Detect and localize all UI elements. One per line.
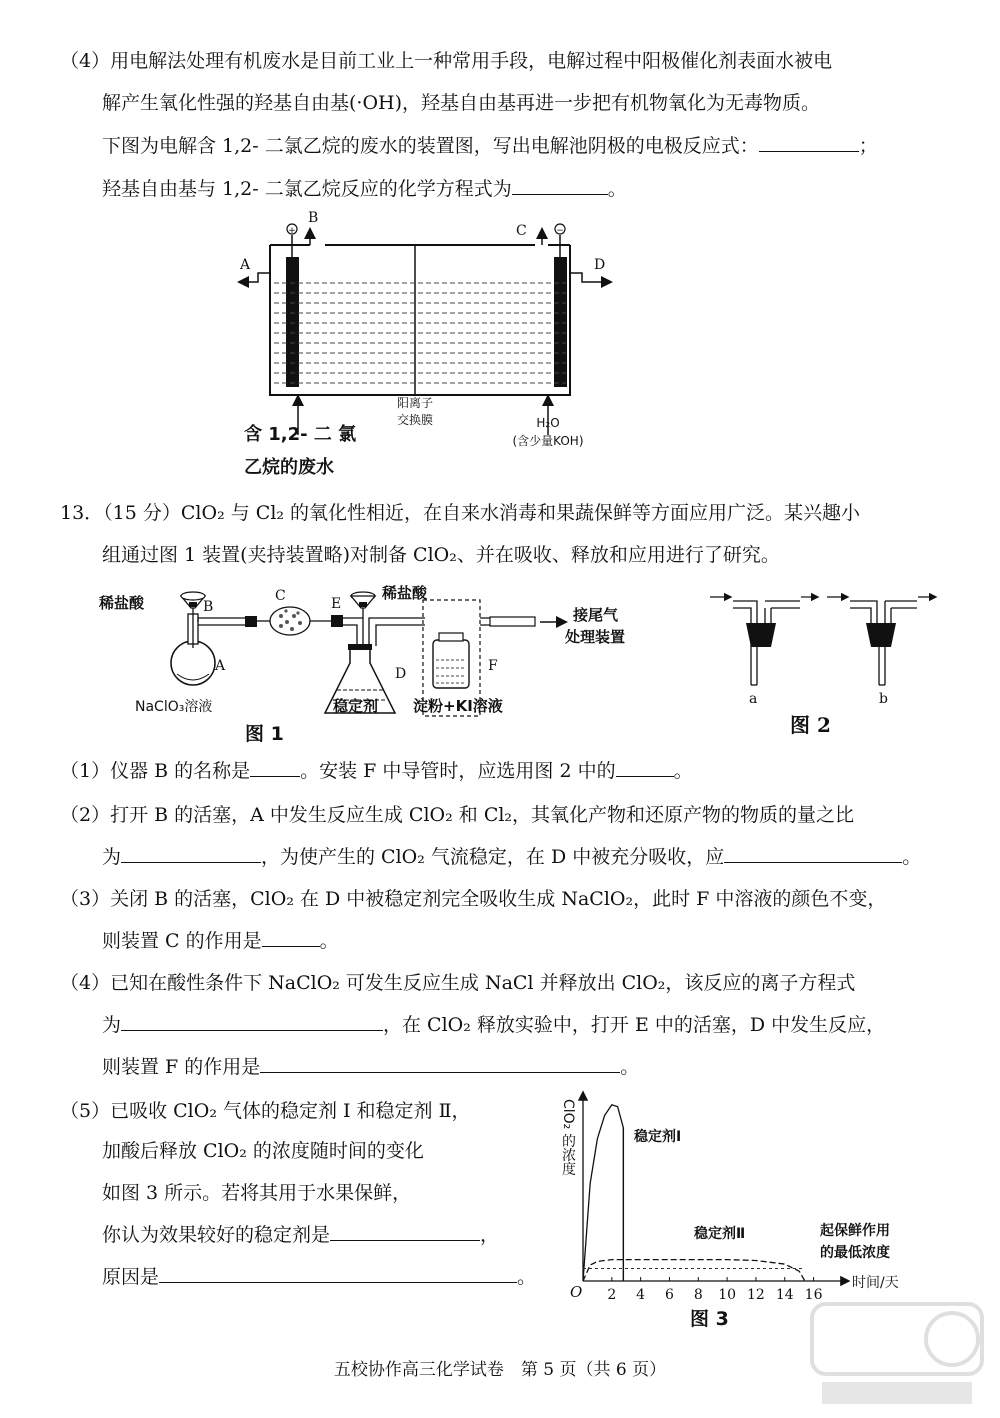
sub5-line1: （5）已吸收 ClO₂ 气体的稳定剂 Ⅰ 和稳定剂 Ⅱ， <box>60 1100 471 1122</box>
svg-text:B: B <box>203 599 214 615</box>
series-line-1 <box>583 1105 623 1281</box>
drying-tube-c <box>270 607 310 635</box>
svg-text:H₂O: H₂O <box>536 416 560 430</box>
tube-a <box>710 597 817 707</box>
sub4-line2: 为 ，在 ClO₂ 释放实验中，打开 E 中的活塞，D 中发生反应， <box>102 1014 886 1036</box>
x-tick-label: 12 <box>747 1287 765 1303</box>
sub5-line3: 如图 3 所示。若将其用于水果保鲜， <box>102 1182 412 1204</box>
svg-text:NaClO₃溶液: NaClO₃溶液 <box>135 699 213 715</box>
series-label-1: 稳定剂Ⅰ <box>634 1129 682 1145</box>
svg-text:b: b <box>879 691 888 707</box>
reference-label-1: 起保鲜作用 <box>820 1223 890 1239</box>
q4-line1: （4）用电解法处理有机废水是目前工业上一种常用手段，电解过程中阳极催化剂表面水被电 <box>60 50 833 72</box>
svg-text:稀盐酸: 稀盐酸 <box>99 594 145 612</box>
answer-blank[interactable] <box>330 1222 480 1241</box>
svg-text:处理装置: 处理装置 <box>565 628 626 646</box>
q4-line2: 解产生氧化性强的羟基自由基(·OH)，羟基自由基再进一步把有机物氧化为无毒物质。 <box>102 92 821 114</box>
x-tick-label: 16 <box>804 1287 823 1303</box>
svg-text:A: A <box>240 257 251 273</box>
svg-text:图 1: 图 1 <box>245 723 284 745</box>
sub3-line1: （3）关闭 B 的活塞，ClO₂ 在 D 中被稳定剂完全吸收生成 NaClO₂，此时 F 中溶液的颜色不变， <box>60 888 887 910</box>
x-tick-label: 10 <box>718 1287 737 1303</box>
q4-line3: 下图为电解含 1,2- 二氯乙烷的废水的装置图，写出电解池阴极的电极反应式： ； <box>102 135 878 157</box>
svg-text:阳离子: 阳离子 <box>396 396 434 410</box>
answer-blank[interactable] <box>724 844 902 863</box>
x-tick-label: 2 <box>607 1287 617 1303</box>
sub4-line1: （4）已知在酸性条件下 NaClO₂ 可发生反应生成 NaCl 并释放出 ClO₂，该反应的离子方程式 <box>60 972 856 994</box>
svg-text:D: D <box>395 666 407 682</box>
sub5-line5: 原因是 。 <box>102 1266 537 1288</box>
svg-text:+: + <box>288 226 296 236</box>
series-label-2: 稳定剂Ⅱ <box>694 1226 746 1242</box>
svg-text:−: − <box>556 226 564 236</box>
answer-blank[interactable] <box>616 758 674 777</box>
figure2-caption: 图 2 <box>790 713 831 737</box>
svg-text:淀粉+KI溶液: 淀粉+KI溶液 <box>413 697 503 715</box>
x-tick-label: 6 <box>665 1287 674 1303</box>
page-footer: 五校协作高三化学试卷 第 5 页（共 6 页） <box>333 1360 667 1380</box>
svg-text:B: B <box>308 210 319 226</box>
answer-blank[interactable] <box>121 1012 383 1031</box>
svg-text:(含少量KOH): (含少量KOH) <box>512 434 584 448</box>
svg-text:a: a <box>749 691 758 707</box>
answer-blank[interactable] <box>121 844 261 863</box>
svg-text:A: A <box>215 658 226 674</box>
x-tick-label: 8 <box>693 1287 703 1303</box>
x-axis-label: 时间/天 <box>852 1275 899 1291</box>
answer-blank[interactable] <box>759 133 859 152</box>
svg-text:乙烷的废水: 乙烷的废水 <box>244 457 334 478</box>
svg-text:C: C <box>516 223 527 239</box>
answer-blank[interactable] <box>512 176 608 195</box>
figure2-tube-b <box>825 585 945 745</box>
sub4-line3: 则装置 F 的作用是 。 <box>102 1056 640 1078</box>
svg-text:接尾气: 接尾气 <box>573 606 619 624</box>
svg-text:E: E <box>331 596 342 612</box>
anode-electrode <box>286 257 299 387</box>
sub2-line2: 为 ，为使产生的 ClO₂ 气流稳定，在 D 中被充分吸收，应 。 <box>102 846 922 868</box>
origin-label: O <box>570 1283 583 1301</box>
svg-text:C: C <box>275 588 286 604</box>
watermark-logo <box>802 1294 992 1414</box>
q13-line1: 13．（15 分）ClO₂ 与 Cl₂ 的氧化性相近，在自来水消毒和果蔬保鲜等方面应用广泛。某兴趣小 <box>60 502 861 524</box>
series-line-2 <box>583 1260 805 1281</box>
answer-blank[interactable] <box>159 1264 517 1283</box>
q13-line2: 组通过图 1 装置(夹持装置略)对制备 ClO₂、并在吸收、释放和应用进行了研究。 <box>102 544 780 566</box>
q4-line4: 羟基自由基与 1,2- 二氯乙烷反应的化学方程式为 。 <box>102 178 627 200</box>
svg-text:稀盐酸: 稀盐酸 <box>382 584 428 602</box>
sub1-line: （1）仪器 B 的名称是 。安装 F 中导管时，应选用图 2 中的 。 <box>60 760 693 782</box>
sub2-line1: （2）打开 B 的活塞，A 中发生反应生成 ClO₂ 和 Cl₂，其氧化产物和还原产物的物质的量之比 <box>60 804 855 826</box>
x-tick-label: 4 <box>636 1287 646 1303</box>
svg-text:D: D <box>594 257 606 273</box>
answer-blank[interactable] <box>250 758 300 777</box>
svg-text:含 1,2- 二 氯: 含 1,2- 二 氯 <box>244 424 357 445</box>
reference-label-2: 的最低浓度 <box>820 1245 890 1261</box>
cathode-electrode <box>554 257 567 387</box>
answer-blank[interactable] <box>260 1054 620 1073</box>
electrolysis-cell-diagram <box>230 205 630 495</box>
sub3-line2: 则装置 C 的作用是 。 <box>102 930 339 952</box>
sub5-line4: 你认为效果较好的稳定剂是 ， <box>102 1224 500 1246</box>
svg-text:交换膜: 交换膜 <box>396 413 434 427</box>
bottle-f <box>433 640 469 688</box>
figure1-apparatus <box>95 578 685 748</box>
y-axis-label: ClO₂ 的浓度 <box>560 1099 576 1176</box>
svg-text:稳定剂: 稳定剂 <box>333 697 379 715</box>
x-tick-label: 14 <box>775 1287 794 1303</box>
answer-blank[interactable] <box>262 928 320 947</box>
sub5-line2: 加酸后释放 ClO₂ 的浓度随时间的变化 <box>102 1140 424 1162</box>
figure3-caption: 图 3 <box>690 1308 729 1330</box>
svg-text:F: F <box>488 658 498 674</box>
